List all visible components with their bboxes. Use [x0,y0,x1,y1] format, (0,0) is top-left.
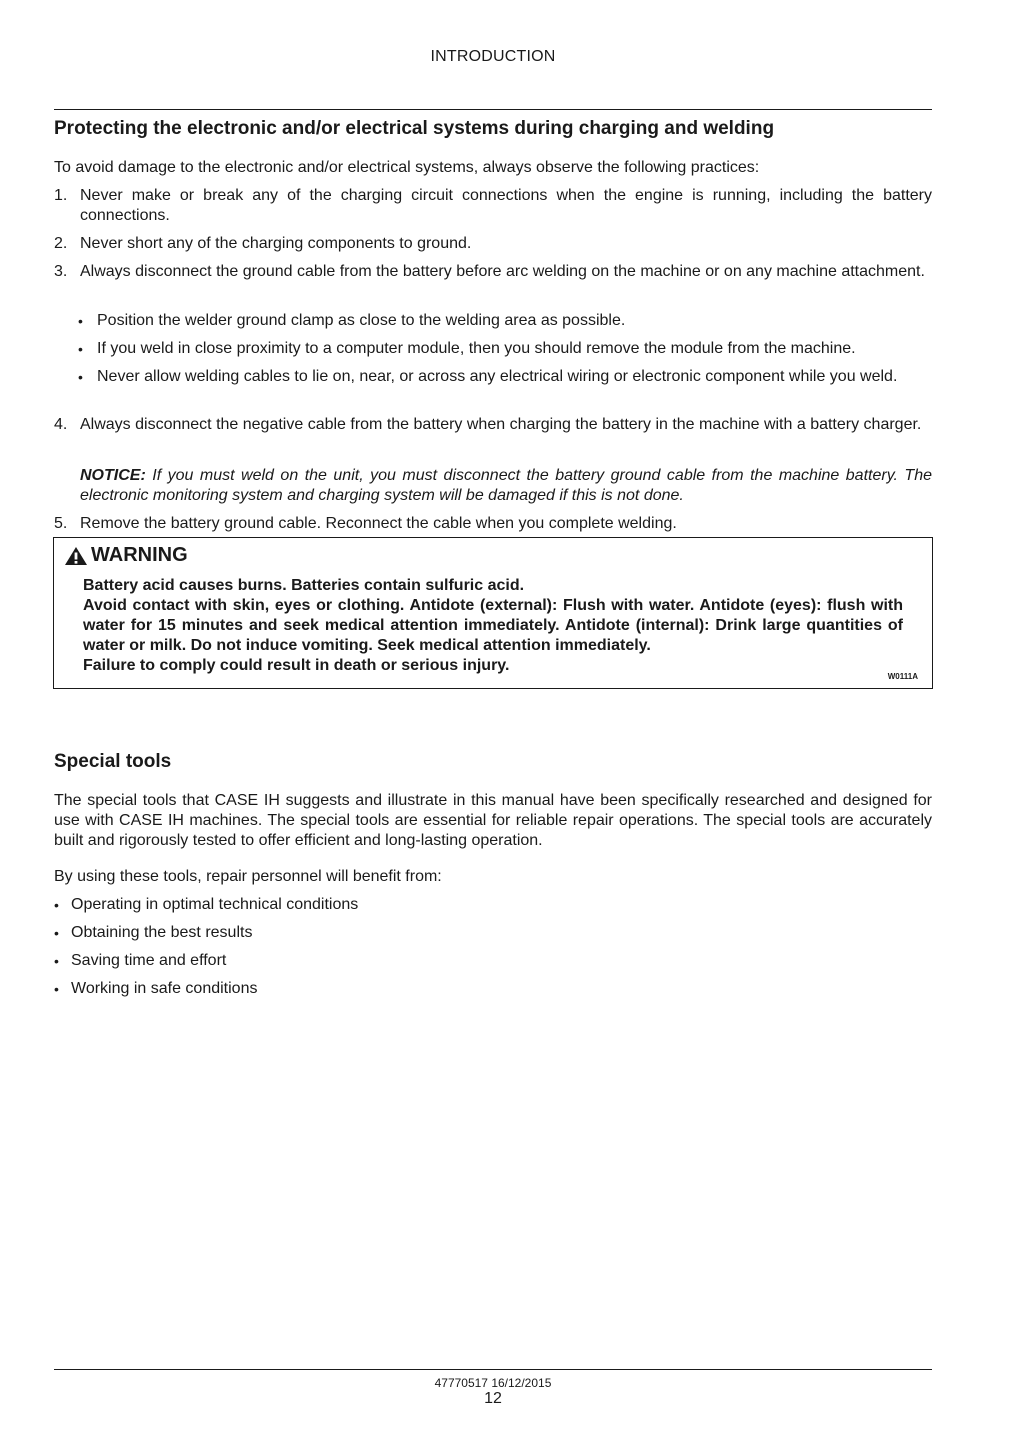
bullet-text: Operating in optimal technical conditions [71,896,359,913]
notice-label: NOTICE: [80,467,146,484]
benefit-bullet-item [54,979,932,999]
sub-bullet-item [78,367,932,387]
section-title-welding: Protecting the electronic and/or electrical systems during charging and welding [54,118,775,139]
bullet-text: Position the welder ground clamp as close to the welding area as possible. [97,312,626,329]
warning-box [53,537,933,689]
list-item [54,262,932,282]
list-item [54,415,932,435]
bullet-text: Saving time and effort [71,952,227,969]
sub-bullet-item [78,339,932,359]
section-title-special-tools: Special tools [54,751,172,772]
bullet-text: Obtaining the best results [71,924,253,941]
warning-heading-text: WARNING [91,544,188,566]
bullet-dot-icon: • [54,897,59,913]
header-rule [54,109,932,110]
notice-block [80,466,932,506]
special-tools-paragraph: The special tools that CASE IH suggests and illustrate in this manual have been specifically researched and designed for use with CASE IH machines. The special tools are essential for reliable repair operations. The special tools are accurately built and rigorously tested to offer efficient and long-lasting operation. [54,792,932,849]
list-item [54,514,932,534]
bullet-text: If you weld in close proximity to a computer module, then you should remove the module from the machine. [97,340,856,357]
benefit-bullet-item [54,951,932,971]
bullet-dot-icon: • [78,341,83,357]
bullet-text: Never allow welding cables to lie on, near, or across any electrical wiring or electronic component while you weld. [97,368,898,385]
sub-bullet-item [78,311,932,331]
warning-line: Failure to comply could result in death or serious injury. [83,657,510,674]
running-header: INTRODUCTION [430,48,556,65]
footer-rule [54,1369,932,1370]
list-item-number: 4. [54,416,68,433]
list-item-text: Never short any of the charging components to ground. [80,235,472,252]
list-item [54,186,932,226]
notice-text: If you must weld on the unit, you must disconnect the battery ground cable from the machine battery. The electronic monitoring system and charging system will be damaged if this is not done. [80,467,932,504]
list-item-text: Always disconnect the negative cable from the battery when charging the battery in the machine with a battery charger. [80,416,922,433]
warning-code: W0111A [887,672,918,681]
bullet-dot-icon: • [54,981,59,997]
warning-line: Avoid contact with skin, eyes or clothing. Antidote (external): Flush with water. Antidote (eyes): flush with water for 15 minutes and seek medical attention immediately. Antidote (internal): Drink large quantities of water or milk. Do not induce vomiting. Seek medical attention immediately. [83,597,903,654]
bullet-dot-icon: • [54,953,59,969]
bullet-dot-icon: • [54,925,59,941]
bullet-dot-icon: • [78,313,83,329]
page-number: 12 [484,1390,502,1407]
benefits-intro: By using these tools, repair personnel will benefit from: [54,868,442,885]
list-item-number: 3. [54,263,68,280]
list-item-number: 1. [54,187,68,204]
list-item-text: Remove the battery ground cable. Reconnect the cable when you complete welding. [80,515,677,532]
list-item-text: Always disconnect the ground cable from the battery before arc welding on the machine or on any machine attachment. [80,263,925,280]
warning-line: Battery acid causes burns. Batteries contain sulfuric acid. [83,577,525,594]
list-item-text: Never make or break any of the charging circuit connections when the engine is running, including the battery connections. [80,187,932,224]
list-item [54,234,932,254]
footer-document-code: 47770517 16/12/2015 [434,1376,552,1390]
list-item-number: 5. [54,515,68,532]
warning-triangle-icon [64,546,88,566]
bullet-text: Working in safe conditions [71,980,258,997]
warning-heading [64,544,188,567]
bullet-dot-icon: • [78,369,83,385]
benefit-bullet-item [54,923,932,943]
section-intro: To avoid damage to the electronic and/or electrical systems, always observe the following practices: [54,159,760,176]
benefit-bullet-item [54,895,932,915]
warning-body [83,576,903,676]
list-item-number: 2. [54,235,68,252]
